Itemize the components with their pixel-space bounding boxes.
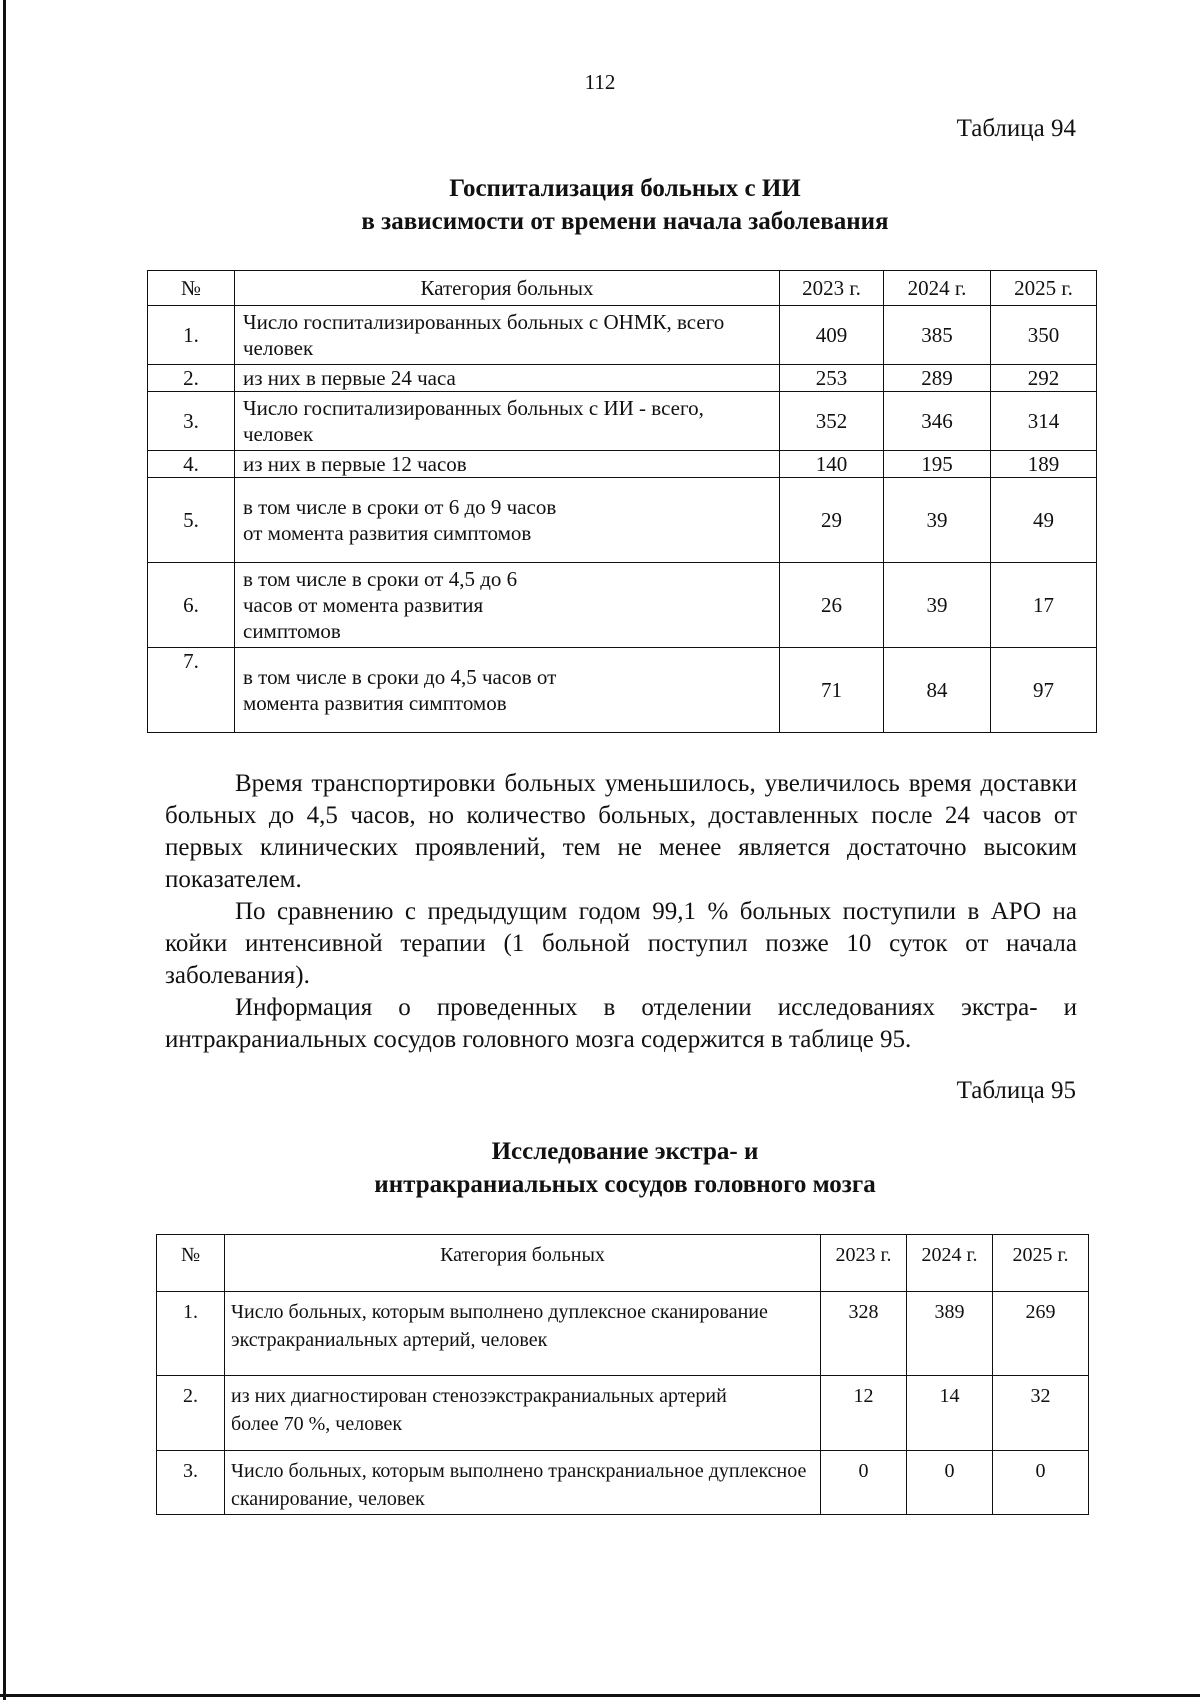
value-2025: 189	[991, 451, 1097, 478]
table-row	[148, 392, 1097, 451]
body-text	[165, 768, 1077, 1056]
value-2023: 12	[821, 1376, 907, 1451]
value-2024: 346	[884, 392, 991, 451]
page-number: 112	[584, 70, 616, 94]
value-2025: 292	[991, 365, 1097, 392]
value-2025: 17	[991, 563, 1097, 648]
value-2023: 253	[780, 365, 884, 392]
table-row	[157, 1451, 1089, 1515]
table-94-header-row	[148, 271, 1097, 306]
header-2023: 2023 г.	[821, 1235, 907, 1292]
table-row	[157, 1376, 1089, 1451]
header-2023: 2023 г.	[780, 271, 884, 306]
table-95-title-line2: интракраниальных сосудов головного мозга	[374, 1171, 876, 1198]
table-row	[148, 648, 1097, 733]
table-row	[148, 563, 1097, 648]
value-2025: 49	[991, 478, 1097, 563]
value-2023: 352	[780, 392, 884, 451]
value-2025: 97	[991, 648, 1097, 733]
row-number: 5.	[148, 478, 235, 563]
value-2024: 289	[884, 365, 991, 392]
table-94-title-line1: Госпитализация больных с ИИ	[449, 175, 801, 202]
table-row	[148, 451, 1097, 478]
table-94	[147, 270, 1097, 733]
row-number: 1.	[148, 306, 235, 365]
paragraph: Время транспортировки больных уменьшилось, увеличилось время доставки больных до 4,5 часов, но количество больных, доставленных после 24 часов от первых клинических проявлений, тем не менее является достаточно высоким показателем.	[165, 770, 1077, 893]
row-category: из них в первые 24 часа	[235, 365, 780, 392]
value-2024: 14	[907, 1376, 993, 1451]
row-category: из них диагностирован стенозэкстракраниальных артерий более 70 %, человек	[225, 1376, 821, 1451]
row-number: 2.	[157, 1376, 225, 1451]
row-category: Число больных, которым выполнено транскраниальное дуплексное сканирование, человек	[225, 1451, 821, 1515]
row-number: 7.	[148, 648, 235, 733]
table-row	[157, 1292, 1089, 1376]
value-2025: 32	[993, 1376, 1089, 1451]
row-number: 4.	[148, 451, 235, 478]
paragraph: Информация о проведенных в отделении исследованиях экстра- и интракраниальных сосудов головного мозга содержится в таблице 95.	[165, 994, 1077, 1053]
table-94-title-line2: в зависимости от времени начала заболевания	[361, 208, 889, 235]
value-2025: 0	[993, 1451, 1089, 1515]
row-number: 3.	[148, 392, 235, 451]
table-95-title-line1: Исследование экстра- и	[491, 1138, 759, 1165]
header-2024: 2024 г.	[907, 1235, 993, 1292]
header-number: №	[148, 271, 235, 306]
value-2024: 39	[884, 563, 991, 648]
row-number: 2.	[148, 365, 235, 392]
table-row	[148, 478, 1097, 563]
value-2025: 350	[991, 306, 1097, 365]
value-2023: 26	[780, 563, 884, 648]
table-95-header-row	[157, 1235, 1089, 1292]
value-2023: 140	[780, 451, 884, 478]
header-2025: 2025 г.	[991, 271, 1097, 306]
scan-edge-left	[3, 0, 6, 1700]
value-2024: 84	[884, 648, 991, 733]
table-95	[156, 1234, 1089, 1515]
row-category: Число госпитализированных больных с ИИ - всего, человек	[235, 392, 780, 451]
table-94-caption: Таблица 94	[956, 115, 1076, 142]
value-2024: 385	[884, 306, 991, 365]
header-2025: 2025 г.	[993, 1235, 1089, 1292]
value-2024: 195	[884, 451, 991, 478]
row-category: Число больных, которым выполнено дуплексное сканирование экстракраниальных артерий, человек	[225, 1292, 821, 1376]
value-2024: 389	[907, 1292, 993, 1376]
row-number: 3.	[157, 1451, 225, 1515]
row-category: Число госпитализированных больных с ОНМК, всего человек	[235, 306, 780, 365]
value-2023: 71	[780, 648, 884, 733]
header-category: Категория больных	[225, 1235, 821, 1292]
scan-edge-bottom	[0, 1694, 1200, 1697]
table-row	[148, 365, 1097, 392]
table-94-title	[0, 172, 1200, 238]
value-2025: 314	[991, 392, 1097, 451]
row-category: в том числе в сроки до 4,5 часов от момента развития симптомов	[235, 648, 780, 733]
row-category: в том числе в сроки от 6 до 9 часов от момента развития симптомов	[235, 478, 780, 563]
value-2025: 269	[993, 1292, 1089, 1376]
table-95-title	[0, 1135, 1200, 1201]
row-category: из них в первые 12 часов	[235, 451, 780, 478]
paragraph: По сравнению с предыдущим годом 99,1 % больных поступили в АРО на койки интенсивной терапии (1 больной поступил позже 10 суток от начала заболевания).	[165, 898, 1077, 989]
header-2024: 2024 г.	[884, 271, 991, 306]
row-number: 6.	[148, 563, 235, 648]
value-2024: 0	[907, 1451, 993, 1515]
row-number: 1.	[157, 1292, 225, 1376]
value-2023: 328	[821, 1292, 907, 1376]
table-row	[148, 306, 1097, 365]
value-2023: 29	[780, 478, 884, 563]
header-number: №	[157, 1235, 225, 1292]
table-95-caption: Таблица 95	[956, 1077, 1076, 1104]
value-2023: 0	[821, 1451, 907, 1515]
row-category: в том числе в сроки от 4,5 до 6 часов от момента развития симптомов	[235, 563, 780, 648]
header-category: Категория больных	[235, 271, 780, 306]
value-2023: 409	[780, 306, 884, 365]
value-2024: 39	[884, 478, 991, 563]
